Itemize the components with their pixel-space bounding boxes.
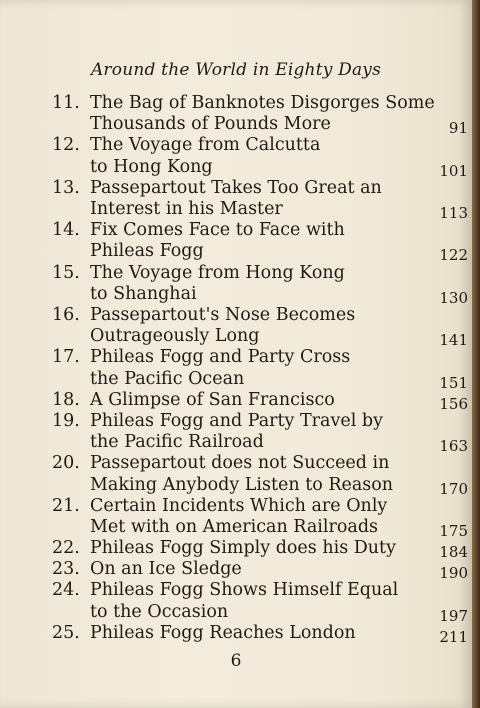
chapter-title-line: the Pacific Railroad	[90, 432, 264, 453]
chapter-page-number: 184	[439, 543, 468, 562]
toc-entry	[52, 135, 472, 180]
toc-entry	[52, 93, 472, 138]
chapter-title	[90, 538, 428, 559]
chapter-title-line: the Pacific Ocean	[90, 368, 245, 389]
toc-entry	[52, 263, 472, 305]
toc-entry	[52, 496, 472, 538]
table-of-contents	[52, 93, 472, 644]
chapter-number: 24.	[52, 580, 80, 601]
chapter-title-line: Passepartout's Nose Becomes	[90, 304, 356, 325]
chapter-title-line: Passepartout Takes Too Great an	[90, 177, 382, 198]
chapter-title	[90, 453, 428, 495]
chapter-page-number: 211	[439, 627, 468, 646]
chapter-number: 25.	[52, 622, 80, 643]
chapter-number: 21.	[52, 495, 80, 516]
chapter-title-line: to Shanghai	[90, 283, 197, 304]
chapter-page-number: 91	[448, 119, 468, 138]
chapter-title-line: Interest in his Master	[90, 198, 283, 219]
chapter-number: 15.	[52, 262, 80, 283]
chapter-page-number: 175	[439, 521, 468, 540]
chapter-number: 12.	[52, 135, 80, 156]
chapter-number: 17.	[52, 347, 80, 368]
chapter-title-line: Outrageously Long	[90, 326, 260, 347]
chapter-number: 19.	[52, 410, 80, 431]
chapter-page-number: 156	[439, 394, 468, 413]
chapter-title	[90, 559, 428, 580]
chapter-page-number: 151	[439, 373, 468, 392]
chapter-title-line: The Voyage from Calcutta	[90, 135, 321, 156]
chapter-title-line: Met with on American Railroads	[90, 516, 379, 537]
chapter-page-number: 197	[439, 606, 468, 625]
chapter-number: 11.	[52, 93, 80, 113]
toc-entry	[52, 453, 472, 498]
toc-entry	[52, 304, 472, 350]
chapter-title-line: Phileas Fogg	[90, 241, 204, 262]
toc-entry	[52, 580, 472, 625]
chapter-number: 20.	[52, 453, 80, 474]
chapter-number: 23.	[52, 559, 80, 580]
chapter-title	[90, 580, 428, 622]
chapter-title-line: Phileas Fogg and Party Travel by	[90, 410, 383, 431]
chapter-number: 14.	[52, 220, 80, 241]
chapter-title	[90, 347, 428, 389]
toc-entry	[52, 559, 472, 583]
chapter-title	[90, 263, 428, 305]
chapter-title-line: to the Occasion	[90, 601, 229, 622]
chapter-page-number: 170	[439, 479, 468, 498]
chapter-title-line: Phileas Fogg Reaches London	[90, 622, 356, 643]
chapter-page-number: 122	[439, 246, 468, 265]
running-header: Around the World in Eighty Days	[90, 60, 382, 80]
chapter-title	[90, 178, 428, 220]
book-spine-edge	[472, 0, 480, 708]
chapter-number: 13.	[52, 177, 80, 198]
chapter-title-line: Passepartout does not Succeed in	[90, 453, 390, 474]
toc-entry	[52, 390, 472, 411]
chapter-number: 22.	[52, 538, 80, 559]
chapter-title-line: Certain Incidents Which are Only	[90, 495, 388, 516]
toc-entry	[52, 220, 472, 265]
toc-entry	[52, 347, 472, 392]
chapter-title-line: The Voyage from Hong Kong	[90, 262, 345, 283]
chapter-title	[90, 411, 428, 453]
chapter-number: 16.	[52, 304, 80, 325]
toc-entry	[52, 623, 472, 644]
chapter-title	[90, 135, 428, 177]
chapter-title-line: Phileas Fogg Shows Himself Equal	[90, 580, 399, 601]
chapter-page-number: 101	[439, 161, 468, 180]
chapter-title	[90, 305, 428, 347]
chapter-title-line: On an Ice Sledge	[90, 559, 242, 580]
chapter-title	[90, 390, 428, 411]
chapter-page-number: 130	[439, 288, 468, 307]
chapter-title	[90, 93, 435, 135]
chapter-title-line: The Bag of Banknotes Disgorges Some	[90, 93, 435, 113]
chapter-title-line: to Hong Kong	[90, 156, 213, 177]
chapter-title-line: Phileas Fogg Simply does his Duty	[90, 538, 396, 559]
toc-entry	[52, 178, 472, 220]
chapter-page-number: 113	[439, 203, 468, 222]
chapter-number: 18.	[52, 389, 80, 410]
chapter-title-line: Phileas Fogg and Party Cross	[90, 347, 351, 368]
chapter-title	[90, 623, 428, 644]
page-number: 6	[230, 651, 242, 671]
chapter-title	[90, 220, 428, 262]
chapter-title	[90, 496, 428, 538]
chapter-page-number: 163	[439, 437, 468, 456]
toc-entry	[52, 538, 472, 562]
toc-entry	[52, 410, 472, 456]
chapter-page-number: 141	[439, 331, 468, 350]
chapter-page-number: 190	[439, 564, 468, 583]
chapter-title-line: Fix Comes Face to Face with	[90, 220, 345, 241]
chapter-title-line: Making Anybody Listen to Reason	[90, 474, 394, 495]
chapter-title-line: Thousands of Pounds More	[90, 114, 331, 135]
chapter-title-line: A Glimpse of San Francisco	[90, 389, 335, 410]
